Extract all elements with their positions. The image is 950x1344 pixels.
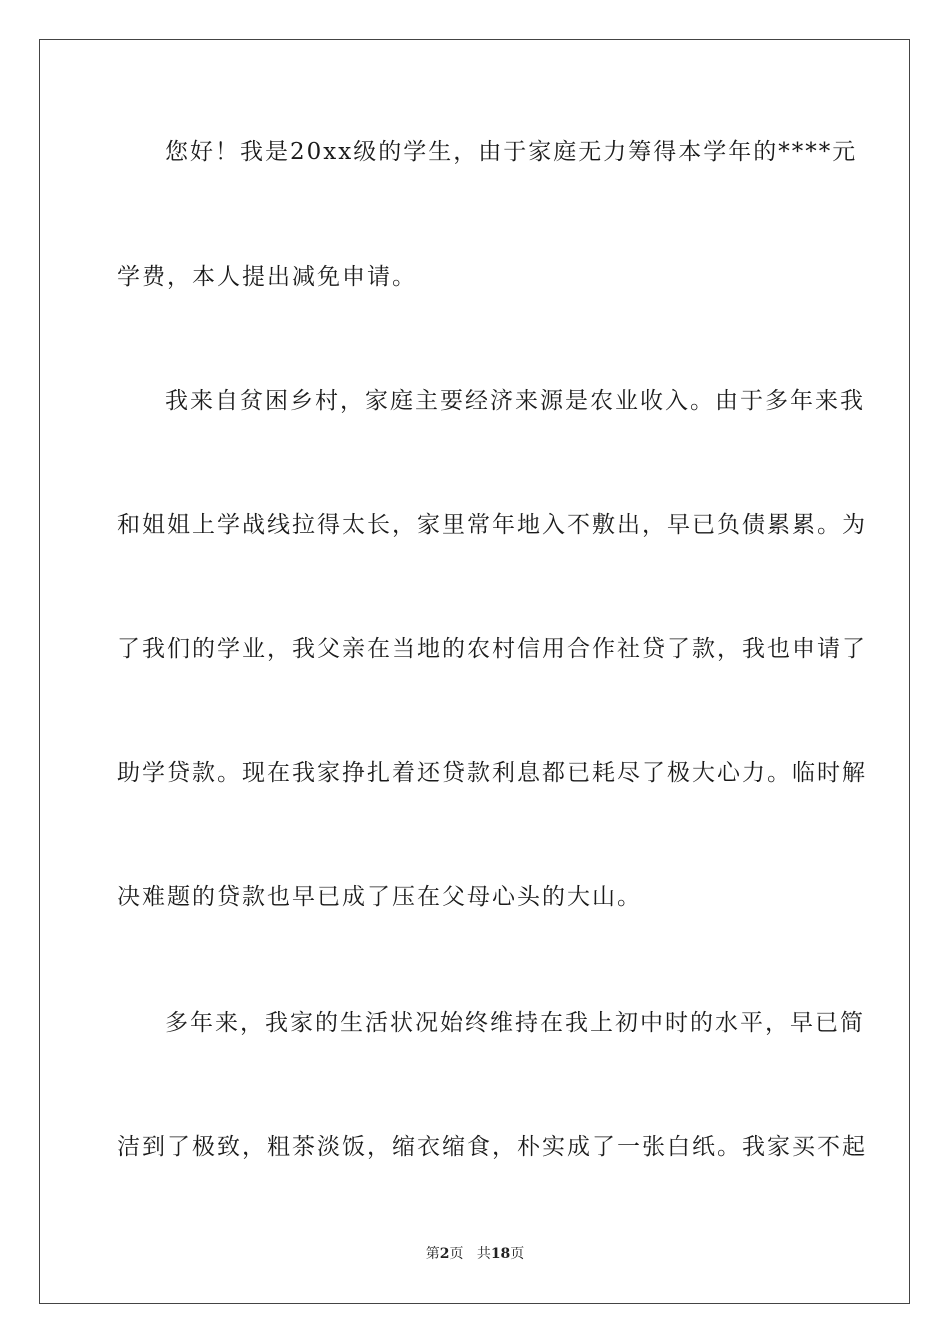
page-border bbox=[39, 39, 910, 1304]
paragraph-line: 洁到了极致，粗茶淡饭，缩衣缩食，朴实成了一张白纸。我家买不起 bbox=[117, 1134, 867, 1160]
paragraph-line: 助学贷款。现在我家挣扎着还贷款利息都已耗尽了极大心力。临时解 bbox=[117, 760, 867, 786]
total-pages: 18 bbox=[490, 1246, 511, 1262]
paragraph-line: 了我们的学业，我父亲在当地的农村信用合作社贷了款，我也申请了 bbox=[117, 636, 867, 662]
paragraph-line: 决难题的贷款也早已成了压在父母心头的大山。 bbox=[117, 884, 642, 910]
paragraph-line: 多年来，我家的生活状况始终维持在我上初中时的水平，早已简 bbox=[165, 1010, 865, 1036]
page-number: 2 bbox=[439, 1246, 450, 1262]
page-prefix: 第 bbox=[425, 1246, 440, 1262]
paragraph-line: 我来自贫困乡村，家庭主要经济来源是农业收入。由于多年来我 bbox=[165, 388, 865, 414]
paragraph-line: 学费，本人提出减免申请。 bbox=[117, 264, 417, 290]
paragraph-line: 您好！我是20xx级的学生，由于家庭无力筹得本学年的****元 bbox=[165, 139, 858, 165]
page-suffix: 页 bbox=[449, 1246, 464, 1262]
page-footer bbox=[0, 1244, 950, 1264]
paragraph-line: 和姐姐上学战线拉得太长，家里常年地入不敷出，早已负债累累。为 bbox=[117, 512, 867, 538]
total-prefix: 共 bbox=[476, 1246, 491, 1262]
total-suffix: 页 bbox=[510, 1246, 525, 1262]
